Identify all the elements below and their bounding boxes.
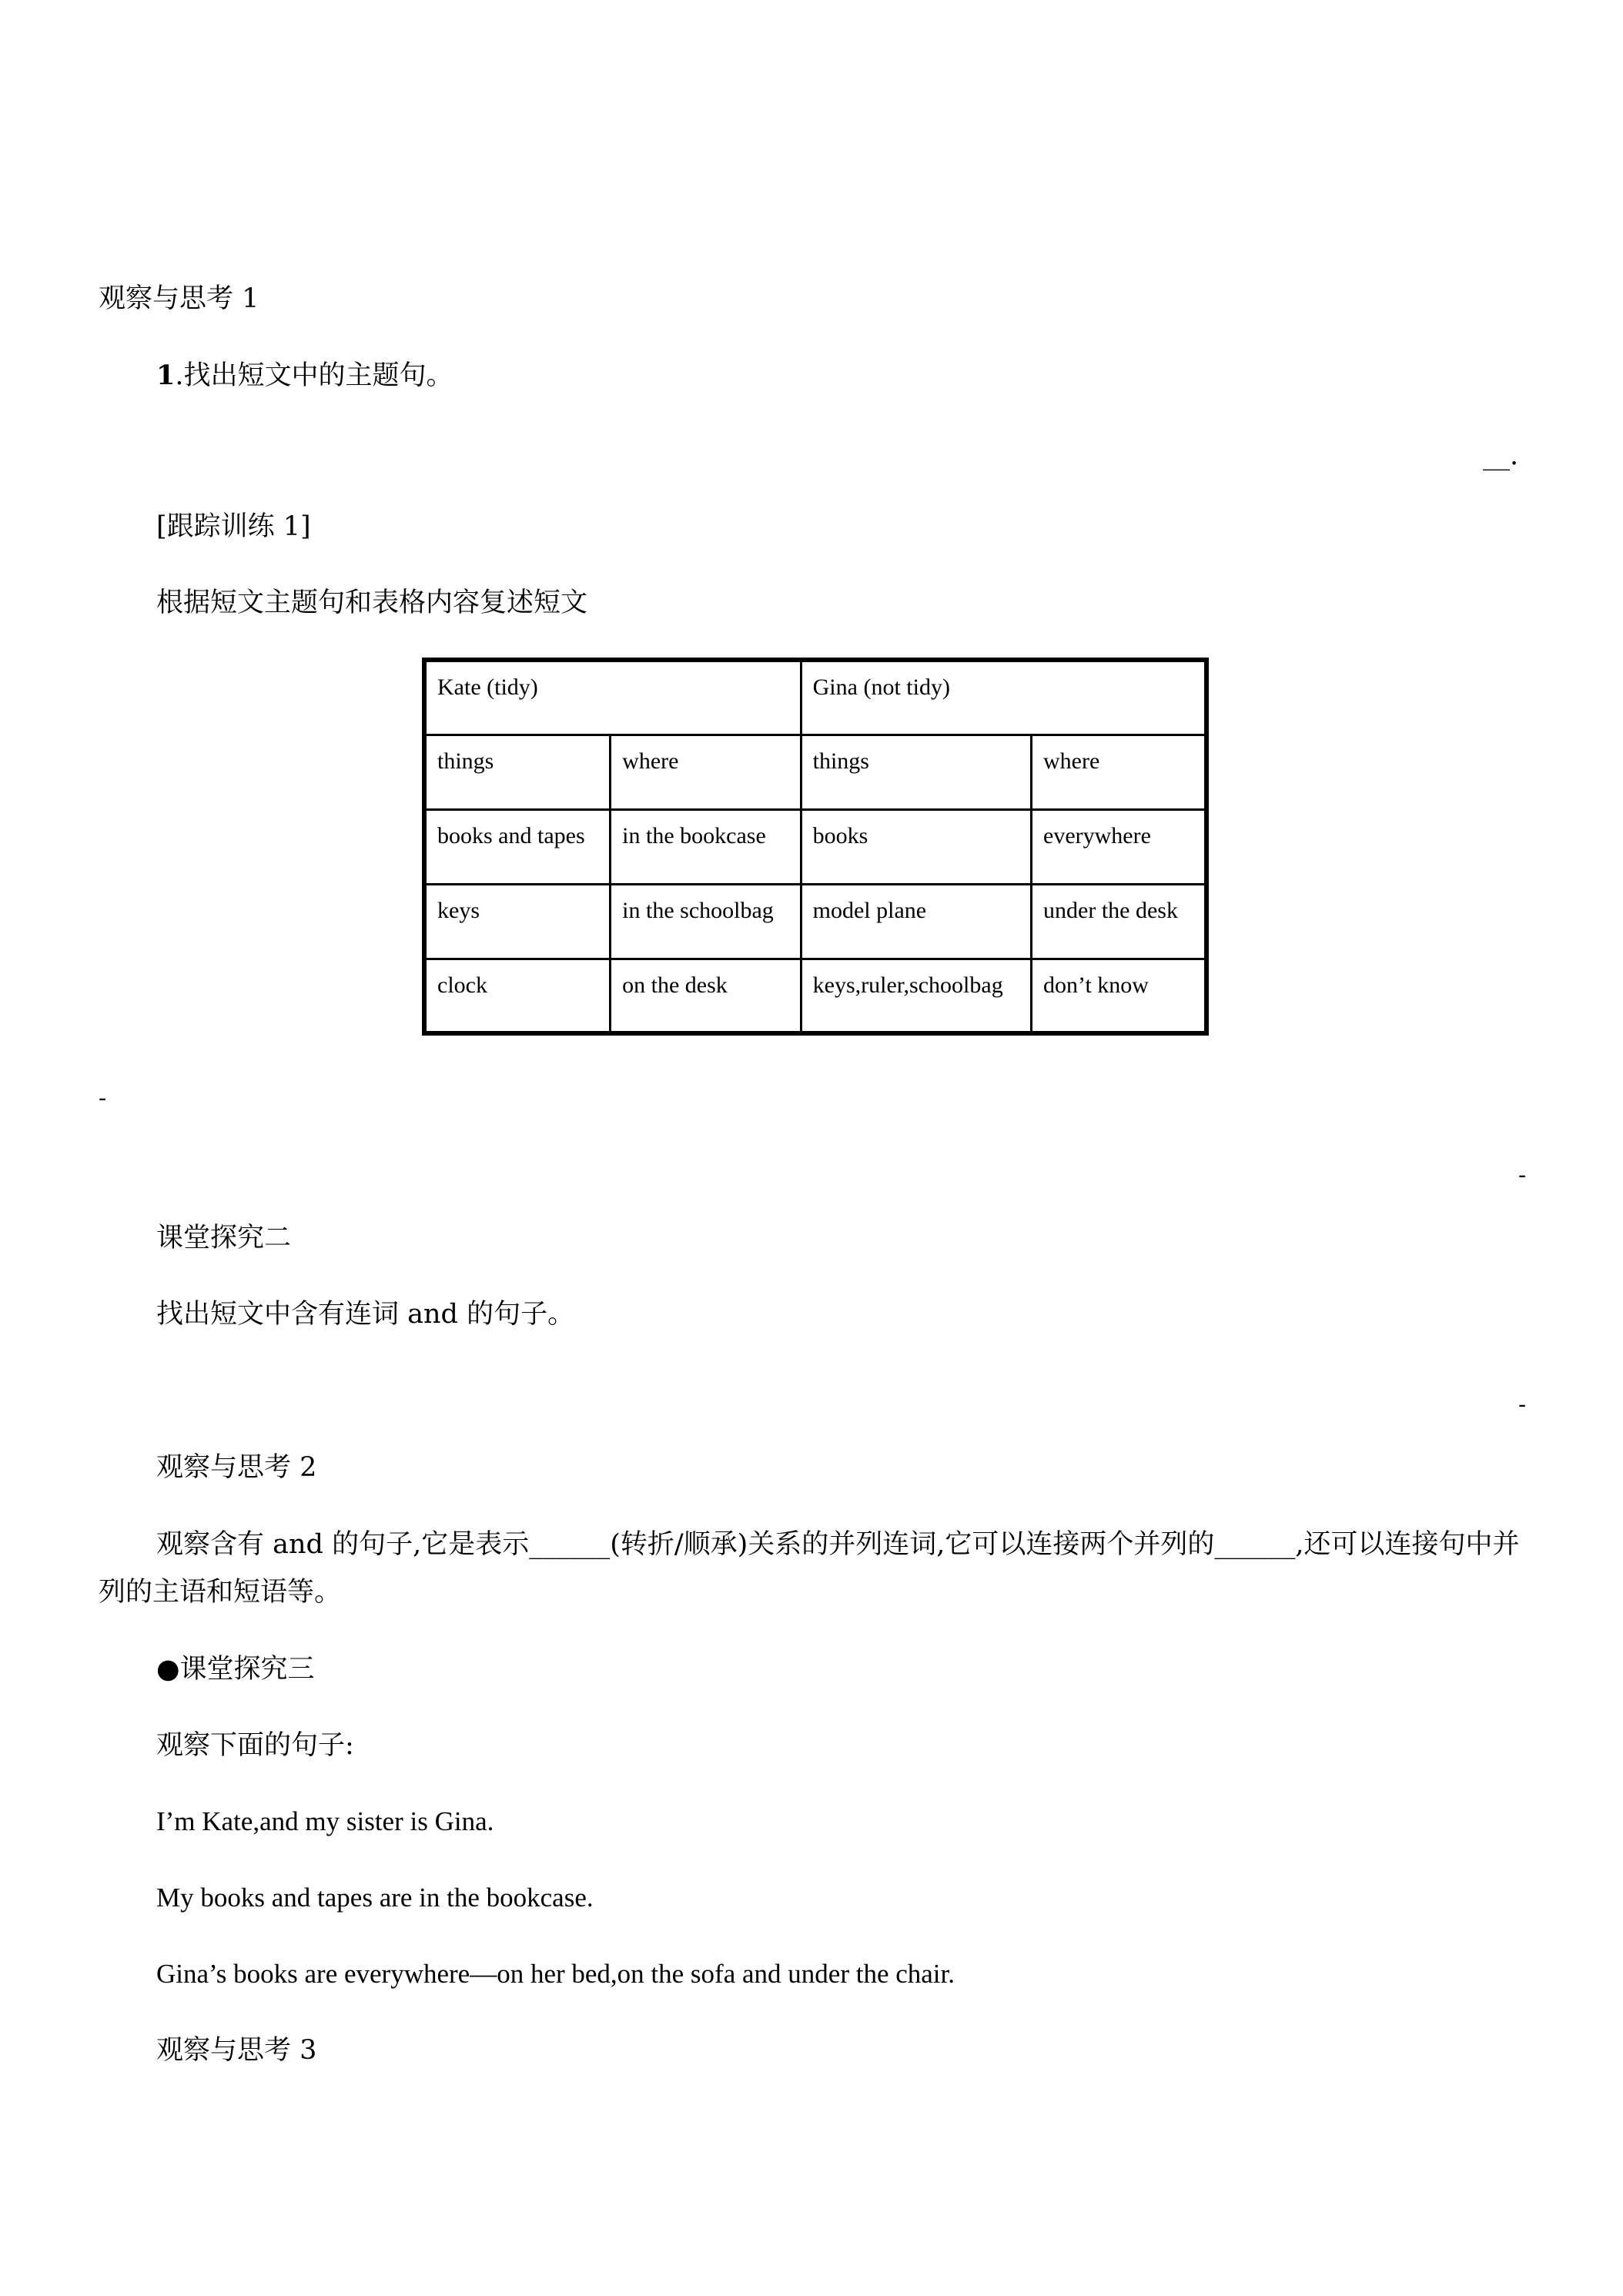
table-header-row [424, 660, 1206, 735]
subheader-cell: where [1032, 735, 1206, 809]
table-cell: clock [424, 959, 611, 1033]
question-1-text: .找出短文中的主题句。 [175, 360, 453, 391]
dash-mark: - [99, 1085, 107, 1112]
table-subheader-row [424, 735, 1206, 809]
table-row [424, 809, 1206, 884]
observe-2-paragraph: 观察含有 and 的句子,它是表示______(转折/顺承)关系的并列连词,它可以连接两个并列的______,还可以连接句中并列的主语和短语等。 [99, 1529, 1520, 1608]
example-sentence: Gina’s books are everywhere—on her bed,on the sofa and under the chair. [156, 1959, 955, 1989]
answer-blank-mark: __. [1483, 440, 1519, 471]
tracking-training-label: [跟踪训练 1] [156, 511, 311, 542]
table-row [424, 884, 1206, 959]
observe-sentences-intro: 观察下面的句子: [156, 1730, 354, 1761]
table-cell: books and tapes [424, 809, 611, 884]
table-cell: under the desk [1032, 884, 1206, 959]
header-gina: Gina (not tidy) [801, 660, 1206, 735]
header-kate: Kate (tidy) [424, 660, 801, 735]
table-cell: in the bookcase [611, 809, 801, 884]
things-location-table [422, 658, 1209, 1036]
dash-mark: - [1518, 1391, 1527, 1418]
table-cell: don’t know [1032, 959, 1206, 1033]
table-cell: everywhere [1032, 809, 1206, 884]
example-sentence: I’m Kate,and my sister is Gina. [156, 1806, 494, 1836]
table-cell: keys [424, 884, 611, 959]
table-cell: on the desk [611, 959, 801, 1033]
heading-observe-think-2: 观察与思考 2 [156, 1452, 317, 1483]
example-sentence: My books and tapes are in the bookcase. [156, 1883, 594, 1913]
table-cell: keys,ruler,schoolbag [801, 959, 1031, 1033]
dash-mark: - [1518, 1162, 1527, 1189]
question-1 [156, 352, 453, 400]
section-3-title: ●课堂探究三 [156, 1654, 315, 1685]
table-cell: books [801, 809, 1031, 884]
question-1-number: 1 [156, 360, 176, 391]
section-2-title: 课堂探究二 [156, 1223, 292, 1253]
subheader-cell: where [611, 735, 801, 809]
heading-observe-think-1: 观察与思考 1 [99, 283, 259, 314]
retell-instruction: 根据短文主题句和表格内容复述短文 [156, 587, 588, 618]
table-cell: model plane [801, 884, 1031, 959]
subheader-cell: things [424, 735, 611, 809]
section-2-instruction: 找出短文中含有连词 and 的句子。 [156, 1299, 575, 1330]
heading-observe-think-3: 观察与思考 3 [156, 2035, 317, 2066]
table-row [424, 959, 1206, 1033]
subheader-cell: things [801, 735, 1031, 809]
table-cell: in the schoolbag [611, 884, 801, 959]
